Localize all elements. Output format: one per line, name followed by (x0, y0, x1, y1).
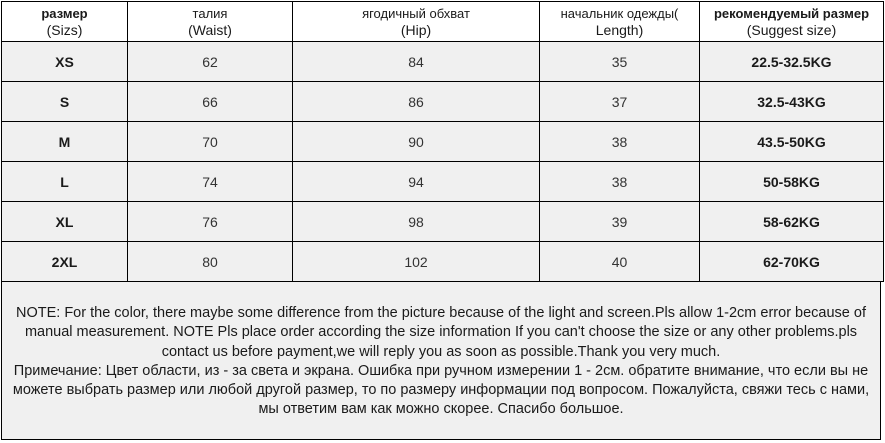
table-row (2, 42, 884, 82)
header-hip-en: (Hip) (400, 21, 432, 38)
note-box (1, 282, 881, 440)
cell-waist: 70 (128, 122, 293, 162)
cell-waist: 62 (128, 42, 293, 82)
header-size-ru: размер (41, 5, 88, 21)
table-row (2, 202, 884, 242)
header-suggest-ru: рекомендуемый размер (713, 5, 870, 21)
cell-suggest: 50-58KG (700, 162, 884, 202)
header-length-ru: начальник одежды( (560, 5, 679, 21)
cell-size: M (2, 122, 128, 162)
cell-size: XS (2, 42, 128, 82)
cell-size: L (2, 162, 128, 202)
cell-hip: 98 (293, 202, 540, 242)
table-header-row (2, 2, 884, 42)
cell-suggest: 62-70KG (700, 242, 884, 282)
cell-length: 38 (540, 122, 700, 162)
header-hip-ru: ягодичный обхват (362, 5, 470, 21)
cell-waist: 66 (128, 82, 293, 122)
header-waist-ru: талия (192, 5, 228, 21)
header-length (540, 2, 700, 42)
header-waist-en: (Waist) (188, 21, 232, 38)
cell-hip: 84 (293, 42, 540, 82)
cell-waist: 76 (128, 202, 293, 242)
table-row (2, 162, 884, 202)
header-suggest (700, 2, 884, 42)
cell-size: 2XL (2, 242, 128, 282)
table-row (2, 82, 884, 122)
cell-hip: 102 (293, 242, 540, 282)
note-english: NOTE: For the color, there maybe some difference from the picture because of the light and screen.Pls allow 1-2cm error because of manual measurement. NOTE Pls place order according the size information If you can't choose the size or any other problems.pls contact us before payment,we will reply you as soon as possible.Thank you very much. (15, 305, 866, 360)
cell-length: 39 (540, 202, 700, 242)
table-row (2, 242, 884, 282)
cell-length: 35 (540, 42, 700, 82)
cell-length: 38 (540, 162, 700, 202)
table-row (2, 122, 884, 162)
header-length-en: Length) (595, 21, 644, 38)
cell-length: 40 (540, 242, 700, 282)
cell-suggest: 22.5-32.5KG (700, 42, 884, 82)
header-hip (293, 2, 540, 42)
note-russian: Примечание: Цвет области, из - за света и экрана. Ошибка при ручном измерении 1 - 2см. обратите внимание, что если вы не можете выбрать размер или любой другой размер, то по размеру информации под вопросом. Пожалуйста, свяжи тесь с нами, мы ответим вам как можно скорее. Спасибо большое. (12, 362, 870, 418)
cell-hip: 86 (293, 82, 540, 122)
cell-waist: 80 (128, 242, 293, 282)
cell-suggest: 43.5-50KG (700, 122, 884, 162)
header-size-en: (Sizs) (46, 21, 83, 38)
cell-size: XL (2, 202, 128, 242)
cell-suggest: 32.5-43KG (700, 82, 884, 122)
cell-suggest: 58-62KG (700, 202, 884, 242)
cell-size: S (2, 82, 128, 122)
header-suggest-en: (Suggest size) (746, 21, 837, 38)
cell-hip: 94 (293, 162, 540, 202)
cell-waist: 74 (128, 162, 293, 202)
size-table (1, 1, 884, 282)
header-waist (128, 2, 293, 42)
cell-hip: 90 (293, 122, 540, 162)
header-size (2, 2, 128, 42)
cell-length: 37 (540, 82, 700, 122)
